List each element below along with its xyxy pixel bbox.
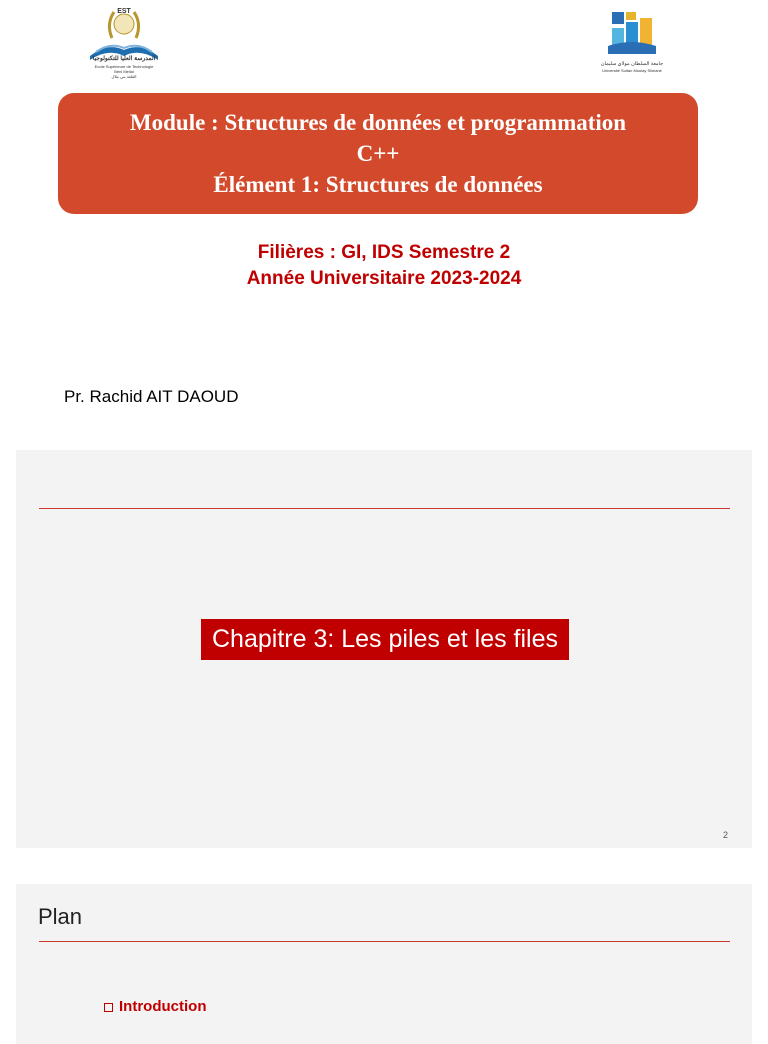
logo-caption-line: القلعة بني ملال (111, 74, 137, 79)
logo-caption-line: جامعة السلطان مولاي سليمان (600, 61, 664, 67)
title-slide (0, 0, 768, 440)
page-number: 2 (722, 830, 728, 840)
banner-line: C++ (356, 141, 400, 166)
logo-caption-line: المدرسة العليا للتكنولوجيا (92, 56, 156, 62)
chapter-slide (16, 450, 752, 848)
divider-line (39, 508, 730, 509)
logo-caption-line: Béni Mellal (114, 69, 134, 74)
course-info (0, 240, 768, 292)
plan-title: Plan (38, 904, 83, 929)
module-title-banner (58, 93, 698, 214)
banner-line: Élément 1: Structures de données (213, 172, 543, 197)
est-badge-text: EST (117, 8, 131, 15)
plan-slide (16, 884, 752, 1044)
plan-item-label: Introduction (119, 998, 207, 1015)
filieres-line: Filières : GI, IDS Semestre 2 (257, 242, 511, 263)
logo-caption-line: Ecole Supérieure de Technologie (94, 64, 154, 69)
author-name: Pr. Rachid AIT DAOUD (64, 387, 239, 406)
checkbox-bullet-icon (104, 1003, 113, 1012)
banner-line: Module : Structures de données et programmation (129, 110, 627, 135)
logo-caption-line: Université Sultan Moulay Slimane (602, 68, 662, 73)
plan-item (104, 998, 206, 1015)
academic-year-line: Année Universitaire 2023-2024 (246, 268, 522, 289)
est-logo (84, 6, 164, 78)
chapter-title: Chapitre 3: Les piles et les files (201, 619, 569, 660)
usms-logo (596, 8, 668, 78)
divider-line (39, 941, 730, 942)
